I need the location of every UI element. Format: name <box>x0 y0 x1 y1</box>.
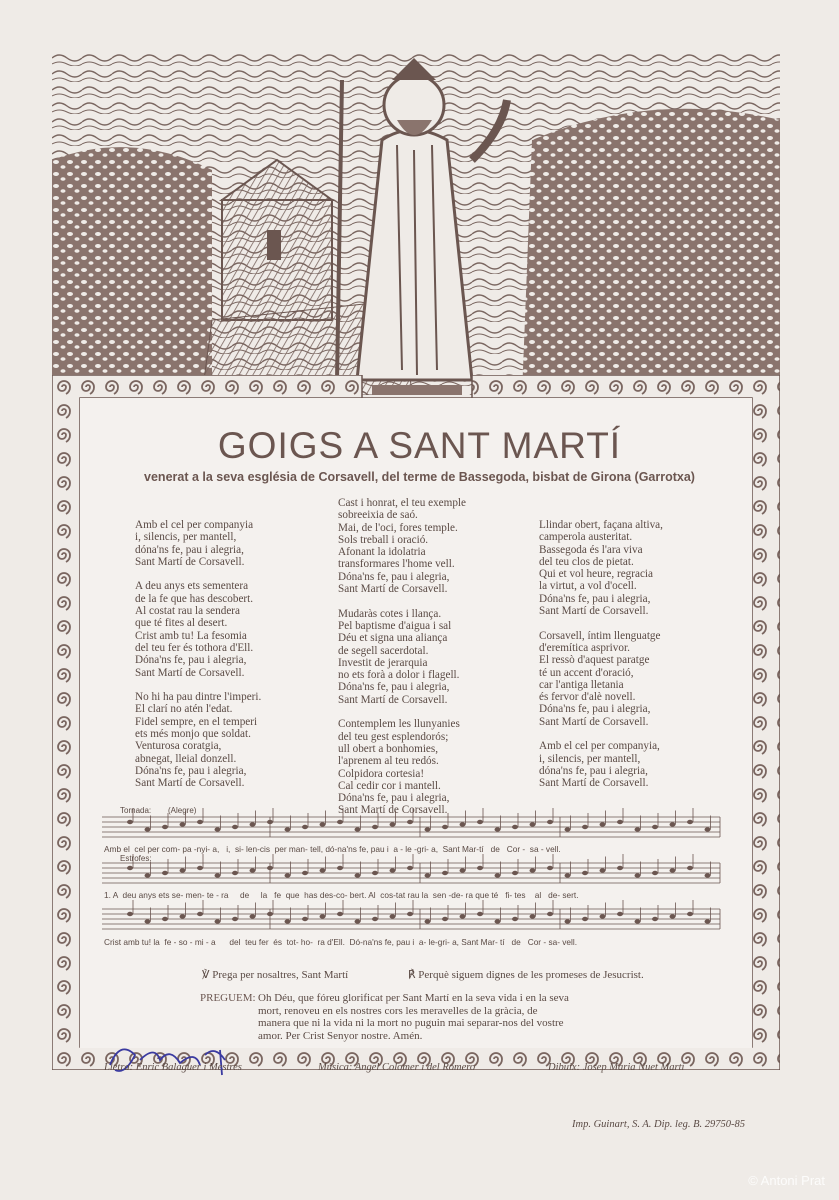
tornada-label: Tornada: <box>120 806 152 815</box>
note-head <box>145 919 151 923</box>
note-head <box>565 919 571 923</box>
note-head <box>600 868 606 872</box>
note-head <box>355 919 361 923</box>
note-head <box>530 822 536 826</box>
verse-line: Dóna'ns fe, pau i alegria, <box>539 703 651 716</box>
response: ℟ Perquè siguem dignes de les promeses de Jesucrist. <box>408 969 644 981</box>
note-head <box>180 914 186 918</box>
versicle: ℣ Prega per nosaltres, Sant Martí <box>202 969 349 981</box>
verse-line: Pel baptisme d'aigua i sal <box>338 619 452 632</box>
note-head <box>652 871 658 875</box>
verse-line: és fervor d'alè novell. <box>539 691 636 704</box>
note-head <box>687 912 693 916</box>
verse-line: Dóna'ns fe, pau i alegria, <box>338 570 450 583</box>
note-head <box>285 827 291 831</box>
note-head <box>495 873 501 877</box>
verse-line: l'aprenem al teu redós. <box>338 755 439 768</box>
verse-line: del teu fer és tothora d'Ell. <box>135 641 254 654</box>
note-head <box>162 825 168 829</box>
note-head <box>705 827 711 831</box>
note-head <box>267 820 273 824</box>
verse-line: No hi ha pau dintre l'imperi. <box>135 691 262 704</box>
note-head <box>530 868 536 872</box>
verse-line: ull obert a bonhomies, <box>338 742 439 755</box>
verse-column-left <box>135 519 261 802</box>
note-head <box>197 912 203 916</box>
note-head <box>407 912 413 916</box>
verse-line: Bassegoda és l'ara viva <box>539 543 643 556</box>
note-head <box>600 914 606 918</box>
note-head <box>372 871 378 875</box>
verse-line: abnegat, lleial donzell. <box>135 752 237 765</box>
note-head <box>302 871 308 875</box>
note-head <box>582 825 588 829</box>
note-head <box>565 873 571 877</box>
verse-line: camperola austeritat. <box>539 531 633 544</box>
note-head <box>687 820 693 824</box>
note-head <box>267 866 273 870</box>
verse-line: i, silencis, per mantell, <box>539 752 641 765</box>
note-head <box>390 822 396 826</box>
verse-column-right <box>539 519 663 802</box>
note-head <box>197 866 203 870</box>
verse-line: Dóna'ns fe, pau i alegria, <box>135 654 247 667</box>
verse-line: Llindar obert, façana altiva, <box>539 519 663 531</box>
note-head <box>250 914 256 918</box>
note-head <box>460 822 466 826</box>
verse-line: Contemplem les llunyanies <box>338 718 460 731</box>
stanza <box>338 718 466 816</box>
verse-line: Sant Martí de Corsavell. <box>338 693 448 706</box>
stanza <box>135 691 261 789</box>
note-head <box>530 914 536 918</box>
verse-line: Sant Martí de Corsavell. <box>539 715 649 728</box>
verse-line: Amb el cel per companyia, <box>539 740 660 753</box>
prayer-line: mort, renoveu en els nostres cors les meravelles de la gràcia, de <box>258 1004 538 1017</box>
note-head <box>320 822 326 826</box>
verse-line: Afonant la idolatria <box>338 546 426 559</box>
note-head <box>320 914 326 918</box>
credit-drawing: Dibuix: Josep Maria Nuet Martí <box>548 1062 685 1073</box>
music-score <box>100 805 740 945</box>
stanza <box>135 519 261 568</box>
verse-line: Sant Martí de Corsavell. <box>539 605 649 618</box>
note-head <box>407 820 413 824</box>
stanza <box>338 497 466 595</box>
verse-column-middle <box>338 497 466 829</box>
note-head <box>127 912 133 916</box>
verse-line: Dóna'ns fe, pau i alegria, <box>135 764 247 777</box>
note-head <box>547 866 553 870</box>
note-head <box>477 820 483 824</box>
verse-line: Qui et vol heure, regracia <box>539 568 653 581</box>
printer-info: Imp. Guinart, S. A. Dip. leg. B. 29750-85 <box>572 1119 746 1130</box>
note-head <box>705 919 711 923</box>
stanza <box>135 580 261 678</box>
note-head <box>652 825 658 829</box>
note-head <box>162 917 168 921</box>
verse-line: Colpidora cortesia! <box>338 767 425 780</box>
stanza <box>338 608 466 706</box>
prayer-line: manera que ni la vida ni la mort no puguin mai separar-nos del vostre <box>258 1017 564 1029</box>
note-head <box>355 873 361 877</box>
verse-line: sobreeixia de saó. <box>338 509 418 522</box>
note-head <box>512 917 518 921</box>
verse-line: d'eremítica asprivor. <box>539 641 630 654</box>
stanza <box>539 519 663 617</box>
verse-line: Fidel sempre, en el temperi <box>135 715 258 728</box>
verse-line: Amb el cel per companyia <box>135 519 254 531</box>
watermark: © Antoni Prat <box>748 1173 825 1188</box>
verse-line: Crist amb tu! La fesomia <box>135 629 247 642</box>
note-head <box>512 871 518 875</box>
saint-engraving <box>52 50 780 395</box>
note-head <box>197 820 203 824</box>
note-head <box>617 820 623 824</box>
note-head <box>705 873 711 877</box>
verse-line: Cal cedir cor i mantell. <box>338 779 441 792</box>
verse-line: de segell sacerdotal. <box>338 644 429 657</box>
note-head <box>372 917 378 921</box>
verse-line: Dóna'ns fe, pau i alegria, <box>539 592 651 605</box>
note-head <box>565 827 571 831</box>
note-head <box>232 825 238 829</box>
verse-line: del teu gest esplendorós; <box>338 730 449 743</box>
note-head <box>337 866 343 870</box>
verse-line: dóna'ns fe, pau i alegria, <box>135 543 244 556</box>
note-head <box>390 868 396 872</box>
verse-line: Sant Martí de Corsavell. <box>135 666 245 679</box>
note-head <box>512 825 518 829</box>
note-head <box>337 912 343 916</box>
tempo-label: (Alegre) <box>168 806 197 815</box>
note-head <box>617 912 623 916</box>
note-head <box>495 919 501 923</box>
verse-line: Mudaràs cotes i llança. <box>338 607 442 620</box>
verse-line: del teu clos de pietat. <box>539 555 634 568</box>
note-head <box>180 868 186 872</box>
prayer-line: Oh Déu, que fóreu glorificat per Sant Martí en la seva vida i en la seva <box>258 992 569 1004</box>
verse-line: Sant Martí de Corsavell. <box>338 804 448 817</box>
note-head <box>635 827 641 831</box>
note-head <box>162 871 168 875</box>
note-head <box>582 917 588 921</box>
note-head <box>425 873 431 877</box>
note-head <box>687 866 693 870</box>
lyrics-line-2: 1. A deu anys ets se- men- te - ra de la fe que has des-co- bert. Al cos-tat rau la sen -de- ra que té fi- tes al de- sert. <box>104 890 579 900</box>
verse-line: A deu anys ets sementera <box>135 580 249 593</box>
verse-line: té un accent d'oració, <box>539 666 634 679</box>
verse-line: Sols treball i oració. <box>338 533 429 546</box>
note-head <box>127 820 133 824</box>
note-head <box>495 827 501 831</box>
verse-line: Al costat rau la sendera <box>135 605 240 618</box>
note-head <box>582 871 588 875</box>
stanza <box>539 740 663 789</box>
note-head <box>145 873 151 877</box>
verse-line: Sant Martí de Corsavell. <box>135 555 245 568</box>
note-head <box>547 912 553 916</box>
note-head <box>547 820 553 824</box>
note-head <box>337 820 343 824</box>
note-head <box>285 919 291 923</box>
note-head <box>320 868 326 872</box>
verse-line: El ressò d'aquest paratge <box>539 654 650 667</box>
note-head <box>390 914 396 918</box>
estrofes-label: Estrofes: <box>120 854 152 863</box>
signature <box>100 1035 260 1085</box>
note-head <box>600 822 606 826</box>
note-head <box>652 917 658 921</box>
note-head <box>250 822 256 826</box>
note-head <box>617 866 623 870</box>
verse-line: dóna'ns fe, pau i alegria, <box>539 764 648 777</box>
note-head <box>442 917 448 921</box>
note-head <box>215 919 221 923</box>
note-head <box>250 868 256 872</box>
note-head <box>127 866 133 870</box>
note-head <box>477 866 483 870</box>
note-head <box>670 868 676 872</box>
verse-line: la virtut, a vol d'ocell. <box>539 580 637 593</box>
verse-line: Dóna'ns fe, pau i alegria, <box>338 681 450 694</box>
note-head <box>635 873 641 877</box>
note-head <box>145 827 151 831</box>
note-head <box>232 917 238 921</box>
lyrics-line-1: Amb el cel per com- pa -nyi- a, i, si- len-cis per man- tell, dó-na'ns fe, pau i a - le -gri- a, Sant Mar-tí de Cor - sa - vell. <box>104 844 561 854</box>
note-head <box>442 871 448 875</box>
note-head <box>215 873 221 877</box>
verse-line: ets més monjo que soldat. <box>135 728 251 741</box>
note-head <box>460 914 466 918</box>
verse-line: Sant Martí de Corsavell. <box>539 777 649 790</box>
verse-line: Déu et signa una aliança <box>338 632 448 645</box>
note-head <box>407 866 413 870</box>
verse-line: no ets forà a dolor i flagell. <box>338 669 460 682</box>
note-head <box>670 914 676 918</box>
note-head <box>302 825 308 829</box>
verse-line: Venturosa coratgia, <box>135 740 222 753</box>
note-head <box>425 827 431 831</box>
note-head <box>355 827 361 831</box>
prayer-text <box>258 992 569 1042</box>
prayer-line: amor. Per Crist Senyor nostre. Amén. <box>258 1029 423 1042</box>
lyrics-line-3: Crist amb tu! la fe - so - mi - a del teu fer és tot- ho- ra d'Ell. Dó-na'ns fe, pau i a- le-gri- a, Sant Mar- tí de Cor - sa- vell. <box>104 937 578 947</box>
note-head <box>460 868 466 872</box>
verse-line: que té fites al desert. <box>135 617 228 630</box>
verse-line: Mai, de l'oci, fores temple. <box>338 521 458 534</box>
verse-line: Cast i honrat, el teu exemple <box>338 497 466 509</box>
note-head <box>215 827 221 831</box>
page-title: GOIGS A SANT MARTÍ <box>217 425 622 466</box>
verse-line: i, silencis, per mantell, <box>135 531 237 544</box>
note-head <box>670 822 676 826</box>
prayer-label: PREGUEM: <box>200 992 256 1004</box>
note-head <box>635 919 641 923</box>
verse-line: Corsavell, íntim llenguatge <box>539 629 661 642</box>
verse-line: Sant Martí de Corsavell. <box>338 583 448 596</box>
verse-line: Dóna'ns fe, pau i alegria, <box>338 792 450 805</box>
verse-line: El clarí no atén l'edat. <box>135 703 233 716</box>
note-head <box>232 871 238 875</box>
verse-line: Investit de jerarquia <box>338 656 428 669</box>
note-head <box>285 873 291 877</box>
stanza <box>539 630 663 728</box>
note-head <box>477 912 483 916</box>
note-head <box>180 822 186 826</box>
note-head <box>267 912 273 916</box>
note-head <box>425 919 431 923</box>
verse-line: transformares l'home vell. <box>338 558 455 571</box>
note-head <box>302 917 308 921</box>
verse-line: de la fe que has descobert. <box>135 592 254 605</box>
credit-lyrics: Lletra: Enric Balaguer i Mestres <box>104 1062 242 1073</box>
credit-music: Música: Angel Colomer i del Romero <box>318 1062 476 1073</box>
note-head <box>372 825 378 829</box>
page-subtitle: venerat a la seva església de Corsavell, del terme de Bassegoda, bisbat de Girona (Garrotxa) <box>144 470 695 484</box>
verse-line: Sant Martí de Corsavell. <box>135 777 245 790</box>
verse-line: car l'antiga lletania <box>539 678 624 691</box>
note-head <box>442 825 448 829</box>
